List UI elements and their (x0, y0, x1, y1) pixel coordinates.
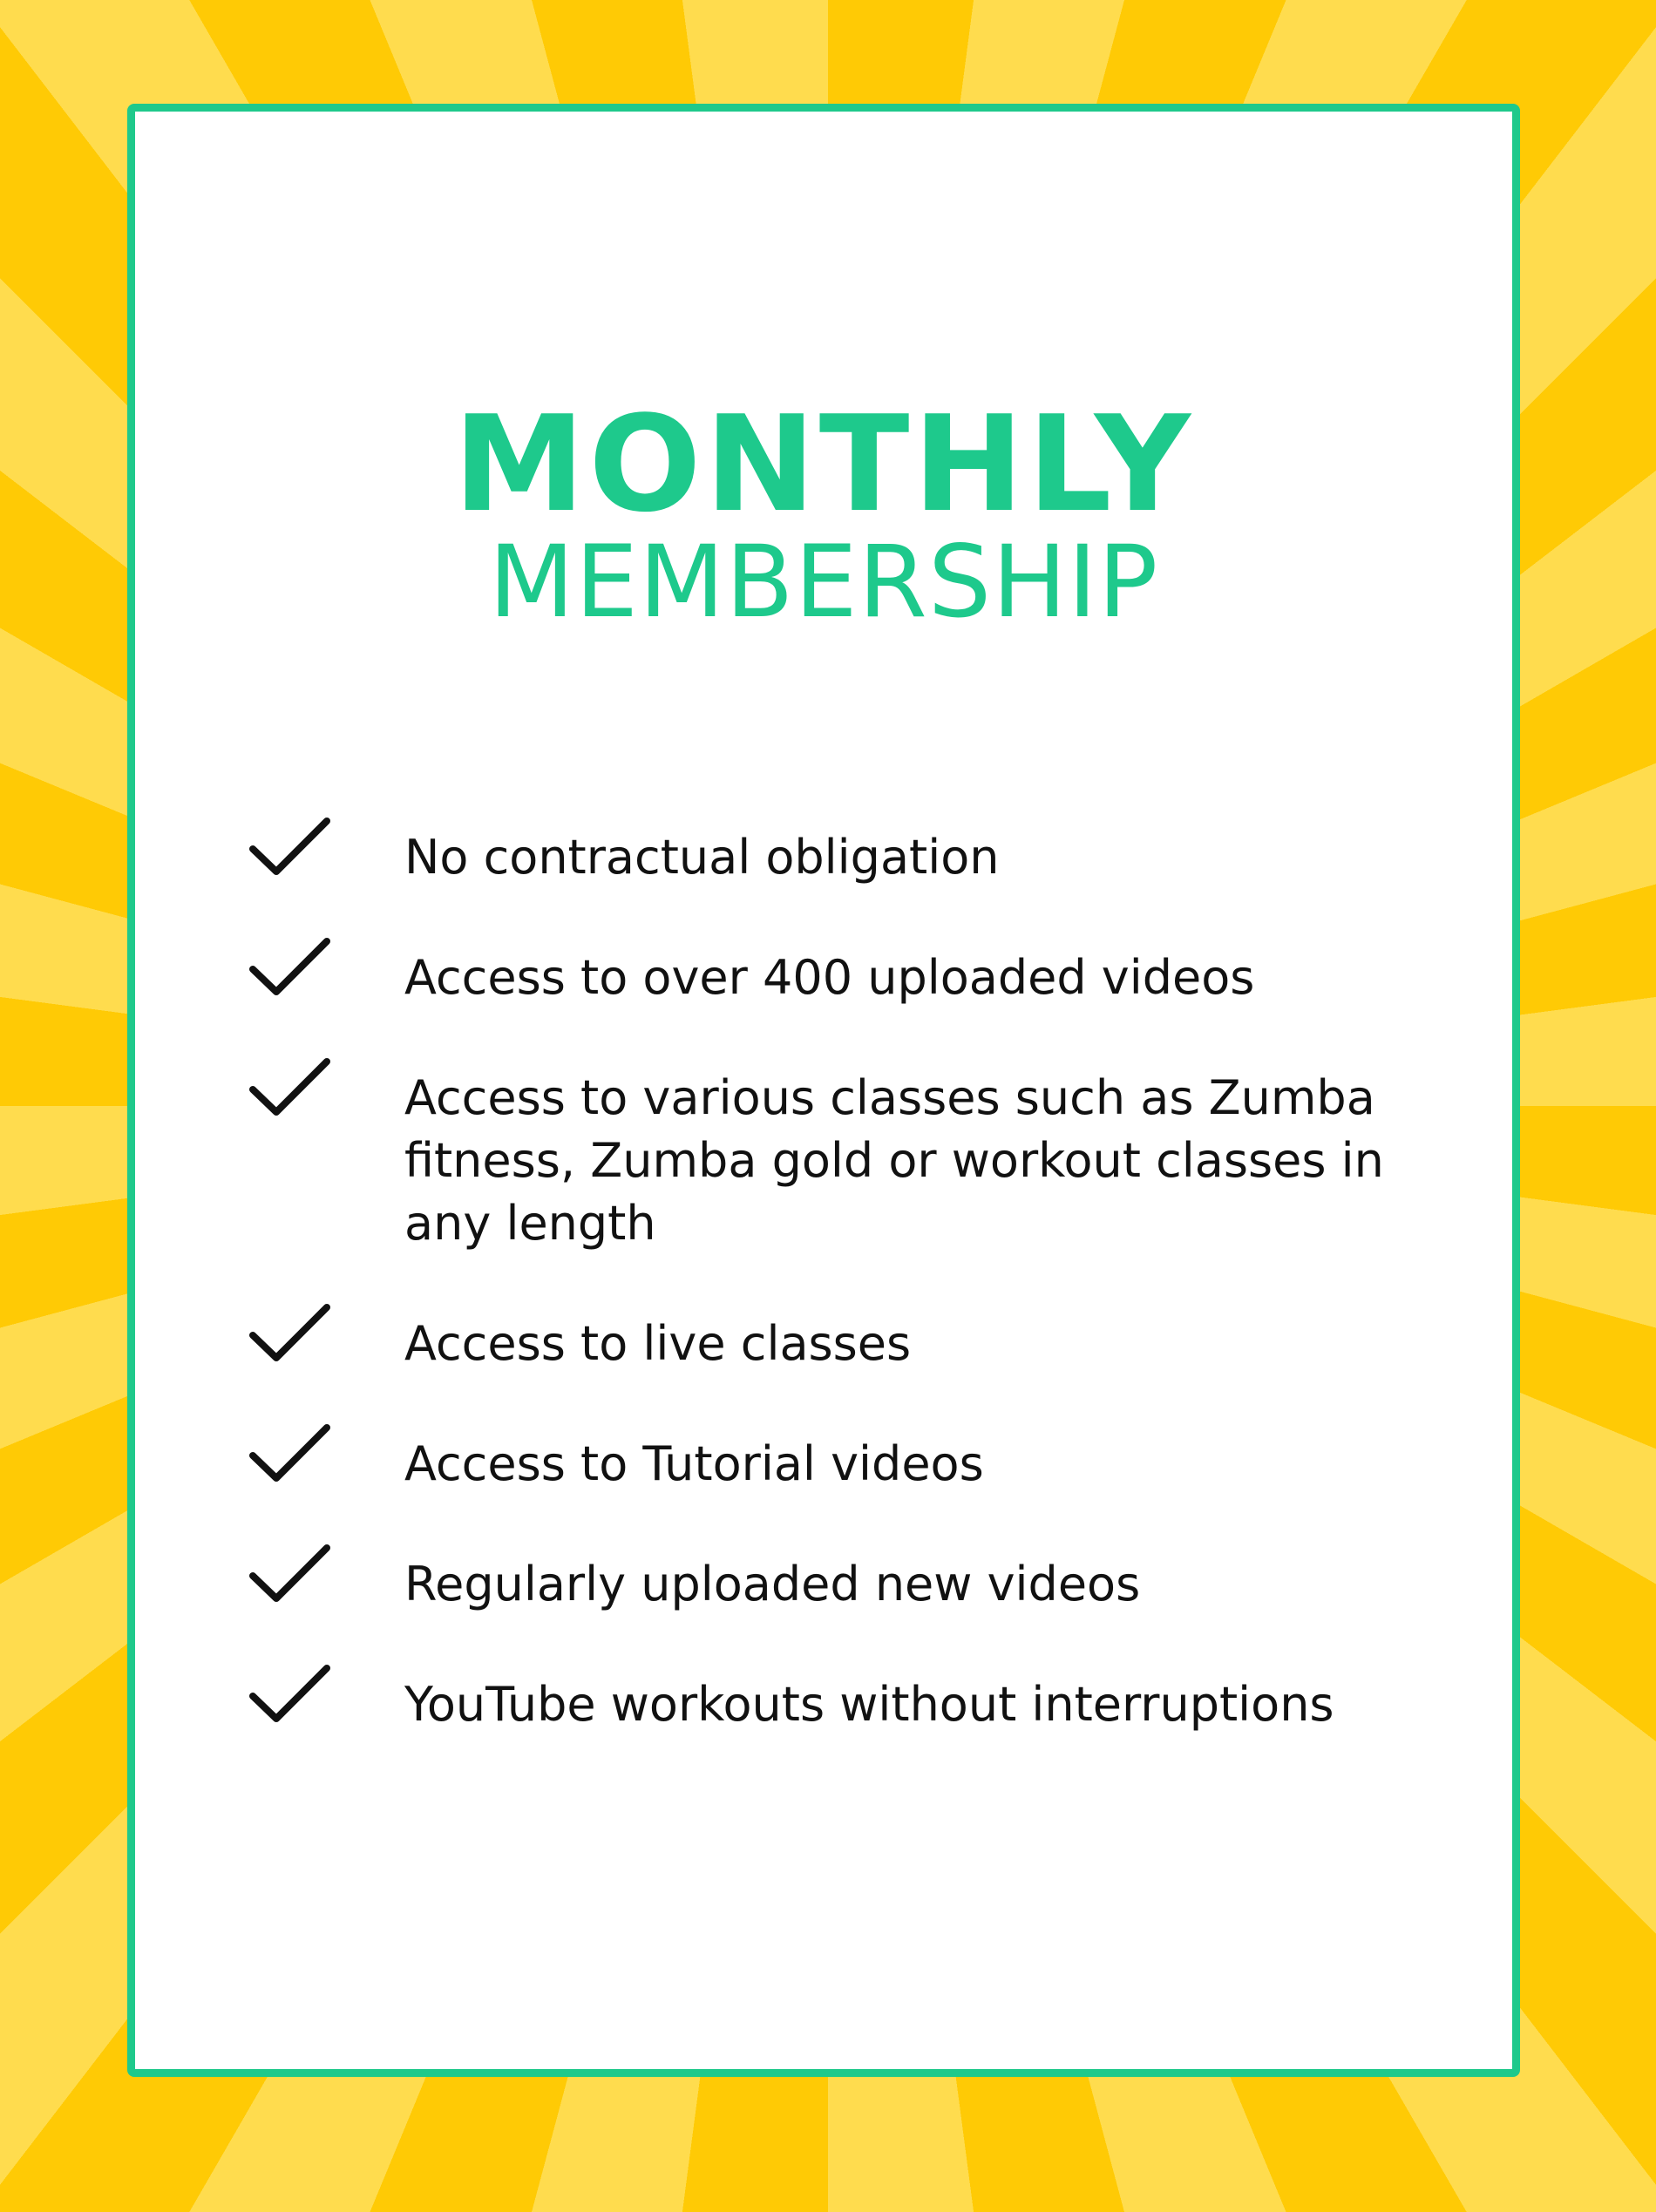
feature-list (248, 826, 1434, 1794)
checkmark-icon (248, 1419, 332, 1489)
membership-card (127, 104, 1520, 2077)
feature-text: YouTube workouts without interruptions (404, 1677, 1334, 1732)
feature-item (248, 1673, 1434, 1736)
feature-text: Access to Tutorial videos (404, 1436, 984, 1491)
checkmark-icon (248, 1539, 332, 1609)
feature-text: Access to over 400 uploaded videos (404, 950, 1255, 1005)
title-membership: MEMBERSHIP (488, 524, 1159, 640)
checkmark-icon (248, 1659, 332, 1729)
feature-item (248, 826, 1434, 889)
checkmark-icon (248, 1053, 332, 1123)
checkmark-icon (248, 1299, 332, 1368)
feature-item (248, 1313, 1434, 1375)
feature-text: Access to various classes such as Zumba fitness, Zumba gold or workout classes in any length (404, 1070, 1384, 1251)
title-monthly: MONTHLY (453, 387, 1194, 541)
feature-item (248, 947, 1434, 1009)
feature-item (248, 1553, 1434, 1616)
feature-text: Access to live classes (404, 1316, 912, 1371)
checkmark-icon (248, 812, 332, 882)
feature-item (248, 1067, 1434, 1255)
feature-text: No contractual obligation (404, 830, 1000, 885)
feature-text: Regularly uploaded new videos (404, 1557, 1141, 1612)
card-title (135, 387, 1512, 640)
feature-item (248, 1433, 1434, 1496)
checkmark-icon (248, 933, 332, 1002)
